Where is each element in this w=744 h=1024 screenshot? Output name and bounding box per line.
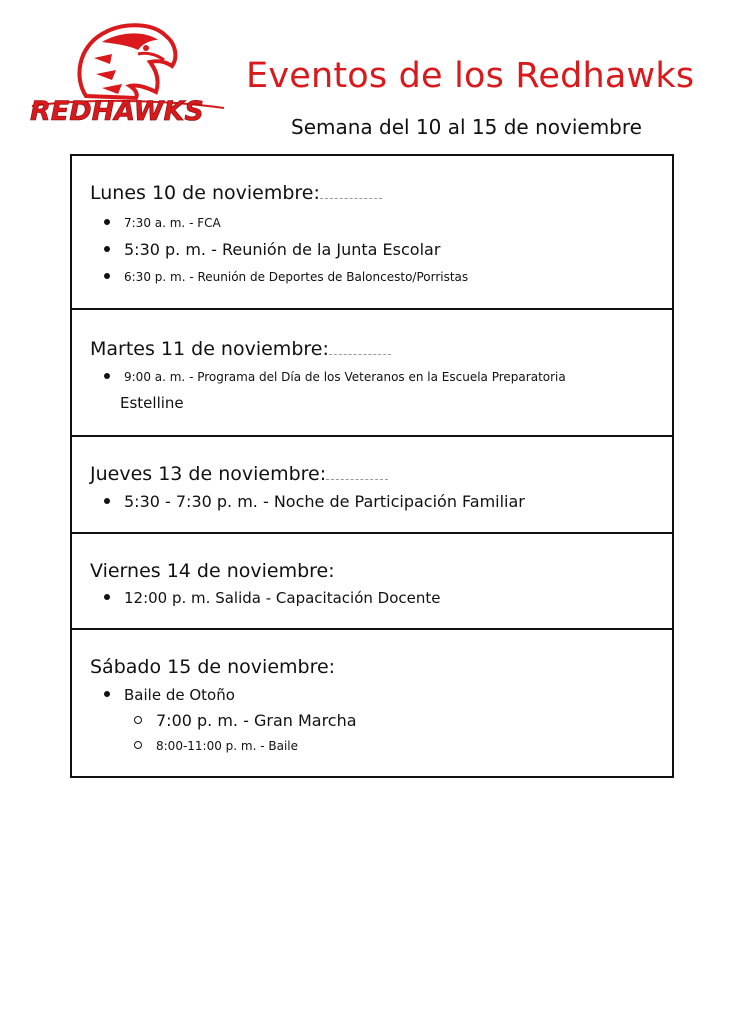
page-subtitle: Semana del 10 al 15 de noviembre — [291, 115, 642, 139]
day-title: Lunes 10 de noviembre: — [90, 182, 320, 204]
page-title: Eventos de los Redhawks — [246, 56, 695, 96]
sub-list-item: 8:00-11:00 p. m. - Baile — [134, 739, 298, 753]
blank-underline — [329, 338, 391, 355]
list-item: 5:30 p. m. - Reunión de la Junta Escolar — [104, 240, 440, 259]
list-item-continuation: Estelline — [120, 394, 184, 412]
bullet-icon — [104, 246, 110, 252]
day-section-friday — [72, 532, 672, 628]
logo-wordmark: REDHAWKS — [30, 96, 204, 127]
day-title: Martes 11 de noviembre: — [90, 338, 329, 360]
bullet-icon — [104, 219, 110, 225]
blank-underline — [320, 182, 382, 199]
list-item: 5:30 - 7:30 p. m. - Noche de Participación Familiar — [104, 492, 525, 511]
events-table — [70, 154, 674, 778]
circle-bullet-icon — [134, 741, 142, 749]
bullet-icon — [104, 273, 110, 279]
blank-underline — [326, 463, 388, 480]
list-item: 6:30 p. m. - Reunión de Deportes de Baloncesto/Porristas — [104, 270, 468, 284]
bullet-icon — [104, 373, 110, 379]
day-section-tuesday — [72, 308, 672, 435]
day-title: Viernes 14 de noviembre: — [90, 560, 335, 582]
day-section-monday — [72, 156, 672, 308]
bullet-icon — [104, 594, 110, 600]
day-title: Sábado 15 de noviembre: — [90, 656, 336, 678]
hawk-head-logo-icon — [26, 18, 226, 128]
day-title: Jueves 13 de noviembre: — [90, 463, 327, 485]
list-item: 7:30 a. m. - FCA — [104, 216, 221, 230]
day-section-saturday — [72, 628, 672, 776]
day-section-thursday — [72, 435, 672, 532]
redhawks-logo — [26, 18, 226, 128]
circle-bullet-icon — [134, 716, 142, 724]
sub-list-item: 7:00 p. m. - Gran Marcha — [134, 711, 357, 730]
bullet-icon — [104, 498, 110, 504]
list-item: Baile de Otoño — [104, 686, 235, 704]
list-item: 12:00 p. m. Salida - Capacitación Docente — [104, 589, 440, 607]
list-item: 9:00 a. m. - Programa del Día de los Veteranos en la Escuela Preparatoria — [104, 370, 566, 384]
bullet-icon — [104, 691, 110, 697]
